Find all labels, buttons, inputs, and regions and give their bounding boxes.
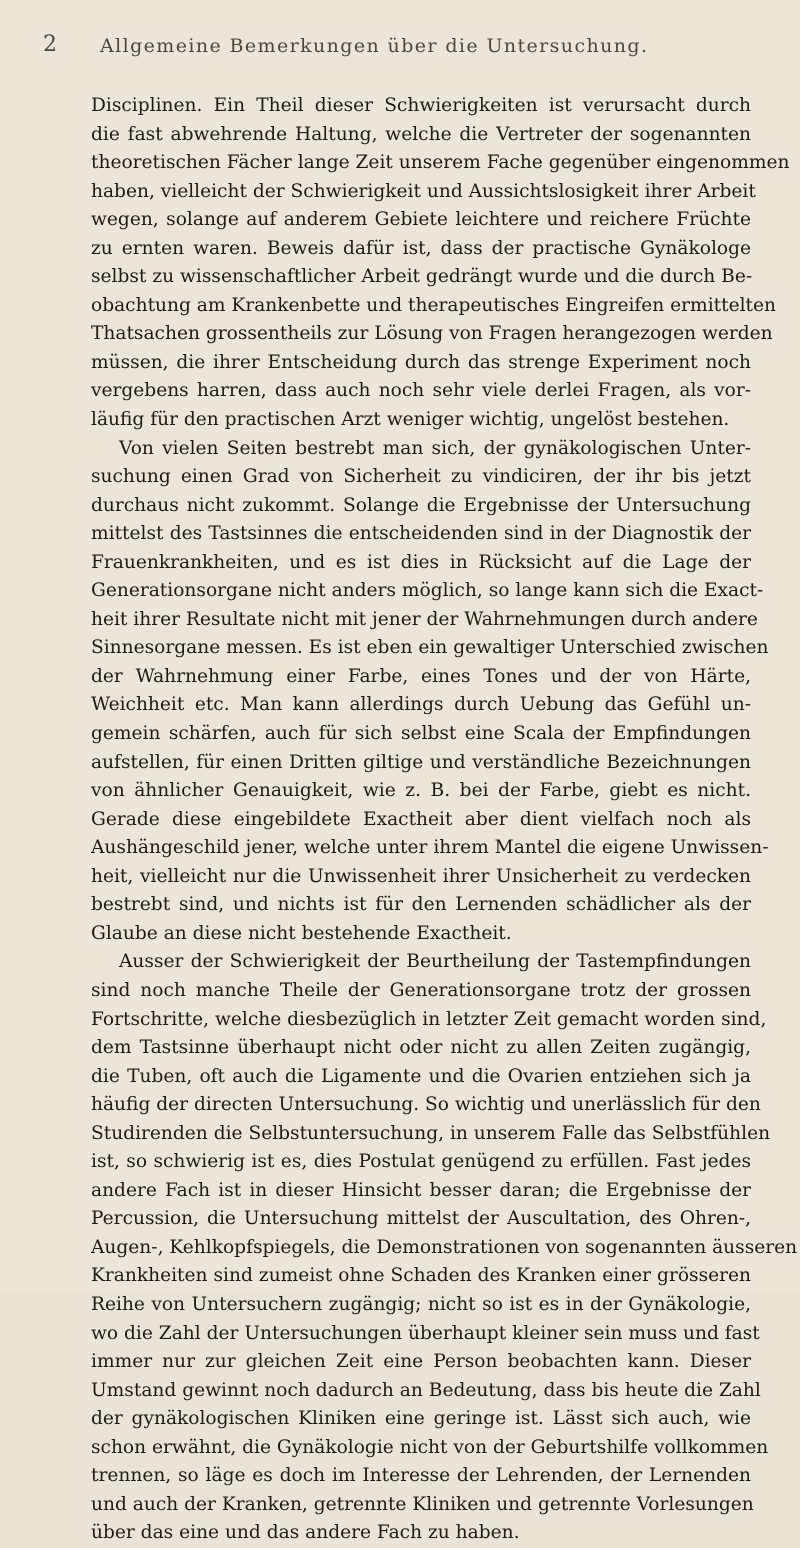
text-line: Umstand gewinnt noch dadurch an Bedeutung, dass bis heute die Zahl — [91, 1379, 761, 1401]
text-line: mittelst des Tastsinnes die entscheidenden sind in der Diagnostik der — [91, 523, 751, 545]
text-line: zu ernten waren. Beweis dafür ist, dass der practische Gynäkologe — [91, 237, 751, 259]
text-line: müssen, die ihrer Entscheidung durch das strenge Experiment noch — [91, 351, 751, 373]
text-line: Krankheiten sind zumeist ohne Schaden des Kranken einer grösseren — [91, 1265, 751, 1287]
text-line: Thatsachen grossentheils zur Lösung von Fragen herangezogen werden — [91, 323, 773, 345]
text-line: die Tuben, oft auch die Ligamente und die Ovarien entziehen sich ja — [91, 1065, 751, 1087]
text-line: Frauenkrankheiten, und es ist dies in Rücksicht auf die Lage der — [91, 551, 751, 573]
text-line: Weichheit etc. Man kann allerdings durch Uebung das Gefühl un- — [91, 694, 751, 716]
text-line: Disciplinen. Ein Theil dieser Schwierigkeiten ist verursacht durch — [91, 95, 751, 116]
text-line: der Wahrnehmung einer Farbe, eines Tones und der von Härte, — [91, 665, 751, 687]
text-line: bestrebt sind, und nichts ist für den Lernenden schädlicher als der — [91, 894, 751, 916]
text-line: immer nur zur gleichen Zeit eine Person beobachten kann. Dieser — [91, 1351, 751, 1373]
page-number: 2 — [43, 32, 57, 57]
text-line: obachtung am Krankenbette und therapeutisches Eingreifen ermittelten — [91, 294, 776, 316]
running-head: Allgemeine Bemerkungen über die Untersuchung. — [100, 35, 649, 57]
text-line: ist, so schwierig ist es, dies Postulat genügend zu erfüllen. Fast jedes — [91, 1151, 751, 1173]
text-line: gemein schärfen, auch für sich selbst eine Scala der Empfindungen — [91, 723, 751, 745]
text-line: Reihe von Untersuchern zugängig; nicht so ist es in der Gynäkologie, — [91, 1293, 751, 1315]
text-line: haben, vielleicht der Schwierigkeit und Aussichtslosigkeit ihrer Arbeit — [91, 180, 756, 202]
text-line: vergebens harren, dass auch noch sehr viele derlei Fragen, als vor- — [91, 380, 751, 402]
text-line: die fast abwehrende Haltung, welche die Vertreter der sogenannten — [91, 123, 751, 145]
text-line: läufig für den practischen Arzt weniger wichtig, ungelöst bestehen. — [91, 409, 730, 431]
text-line: Generationsorgane nicht anders möglich, so lange kann sich die Exact- — [91, 580, 764, 602]
text-line: wegen, solange auf anderem Gebiete leichtere und reichere Früchte — [91, 209, 751, 231]
text-line: von ähnlicher Genauigkeit, wie z. B. bei der Farbe, giebt es nicht. — [91, 780, 751, 802]
text-line: häufig der directen Untersuchung. So wichtig und unerlässlich für den — [91, 1094, 761, 1116]
text-line: Fortschritte, welche diesbezüglich in letzter Zeit gemacht worden sind, — [91, 1008, 767, 1030]
text-line: der gynäkologischen Kliniken eine geringe ist. Lässt sich auch, wie — [91, 1408, 751, 1430]
text-line: Aushängeschild jener, welche unter ihrem Mantel die eigene Unwissen- — [91, 837, 769, 859]
text-line: andere Fach ist in dieser Hinsicht besser daran; die Ergebnisse der — [91, 1179, 751, 1201]
text-line: suchung einen Grad von Sicherheit zu vindiciren, der ihr bis jetzt — [91, 466, 751, 488]
text-line: heit ihrer Resultate nicht mit jener der Wahrnehmungen durch andere — [91, 608, 758, 630]
text-line: Ausser der Schwierigkeit der Beurtheilung der Tastempfindungen — [119, 951, 751, 973]
text-line: Gerade diese eingebildete Exactheit aber dient vielfach noch als — [91, 808, 751, 830]
text-line: trennen, so läge es doch im Interesse der Lehrenden, der Lernenden — [91, 1465, 751, 1487]
text-line: heit, vielleicht nur die Unwissenheit ihrer Unsicherheit zu verdecken — [91, 865, 751, 887]
text-line: Von vielen Seiten bestrebt man sich, der gynäkologischen Unter- — [119, 437, 751, 459]
text-line: und auch der Kranken, getrennte Kliniken und getrennte Vorlesungen — [91, 1493, 754, 1515]
text-line: durchaus nicht zukommt. Solange die Ergebnisse der Untersuchung — [91, 494, 751, 516]
text-line: Sinnesorgane messen. Es ist eben ein gewaltiger Unterschied zwischen — [91, 637, 769, 659]
text-line: Studirenden die Selbstuntersuchung, in unserem Falle das Selbstfühlen — [91, 1122, 771, 1144]
text-line: Percussion, die Untersuchung mittelst der Auscultation, des Ohren-, — [91, 1208, 751, 1230]
text-line: Augen-, Kehlkopfspiegels, die Demonstrationen von sogenannten äusseren — [91, 1236, 798, 1258]
page-header — [0, 32, 800, 62]
text-line: wo die Zahl der Untersuchungen überhaupt kleiner sein muss und fast — [91, 1322, 760, 1344]
text-line: sind noch manche Theile der Generationsorgane trotz der grossen — [91, 979, 751, 1001]
text-line: theoretischen Fächer lange Zeit unserem Fache gegenüber eingenommen — [91, 152, 790, 174]
text-line: schon erwähnt, die Gynäkologie nicht von der Geburtshilfe vollkommen — [91, 1436, 769, 1458]
text-line: Glaube an diese nicht bestehende Exactheit. — [91, 922, 512, 944]
body-text — [91, 92, 798, 1548]
text-line: selbst zu wissenschaftlicher Arbeit gedrängt wurde und die durch Be- — [91, 266, 753, 288]
text-line: über das eine und das andere Fach zu haben. — [91, 1522, 520, 1544]
text-line: aufstellen, für einen Dritten giltige und verständliche Bezeichnungen — [91, 751, 751, 773]
text-line: dem Tastsinne überhaupt nicht oder nicht zu allen Zeiten zugängig, — [91, 1037, 751, 1059]
